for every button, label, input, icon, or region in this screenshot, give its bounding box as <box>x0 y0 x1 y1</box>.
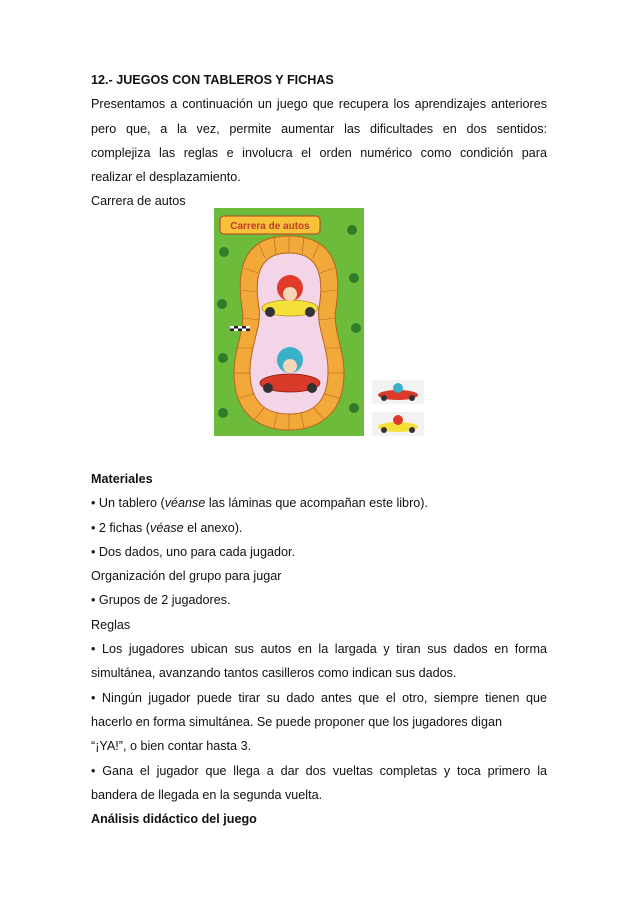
yellow-car-token-image <box>372 412 424 436</box>
rule-3-line-2: bandera de llegada en la segunda vuelta. <box>91 787 323 802</box>
game-name: Carrera de autos <box>91 194 186 209</box>
section-heading: 12.- JUEGOS CON TABLEROS Y FICHAS <box>91 73 334 87</box>
rule-3-line-1: • Gana el jugador que llega a dar dos vueltas completas y toca primero la <box>91 763 547 778</box>
top-text-block <box>91 68 547 214</box>
rule-1-line-1: • Los jugadores ubican sus autos en la largada y tiran sus dados en forma <box>91 642 547 657</box>
rules-heading: Reglas <box>91 617 131 632</box>
analysis-heading: Análisis didáctico del juego <box>91 812 257 827</box>
red-car-token-image <box>372 380 424 404</box>
organization-heading: Organización del grupo para jugar <box>91 569 282 584</box>
rule-2-line-2: hacerlo en forma simultánea. Se puede proponer que los jugadores digan <box>91 714 502 729</box>
materials-item-3: • Dos dados, uno para cada jugador. <box>91 544 295 559</box>
materials-item-1: • Un tablero (véanse las láminas que acompañan este libro). <box>91 496 428 511</box>
rule-2-line-1: • Ningún jugador puede tirar su dado antes que el otro, siempre tienen que <box>91 690 547 705</box>
materials-item-2: • 2 fichas (véase el anexo). <box>91 520 243 535</box>
materials-heading: Materiales <box>91 472 153 486</box>
intro-line-2: pero que, a la vez, permite aumentar las dificultades en dos sentidos: <box>91 121 547 136</box>
bottom-text-block <box>91 467 547 831</box>
game-board-image <box>214 208 364 436</box>
organization-item-1: • Grupos de 2 jugadores. <box>91 593 231 608</box>
rule-2-line-3: “¡YA!”, o bien contar hasta 3. <box>91 739 252 754</box>
intro-line-4: realizar el desplazamiento. <box>91 170 241 185</box>
intro-line-3: complejiza las reglas e involucra el orden numérico como condición para <box>91 145 547 160</box>
intro-line-1: Presentamos a continuación un juego que recupera los aprendizajes anteriores <box>91 97 547 112</box>
rule-1-line-2: simultánea, avanzando tantos casilleros como indican sus dados. <box>91 666 457 681</box>
board-title: Carrera de autos <box>230 221 310 232</box>
